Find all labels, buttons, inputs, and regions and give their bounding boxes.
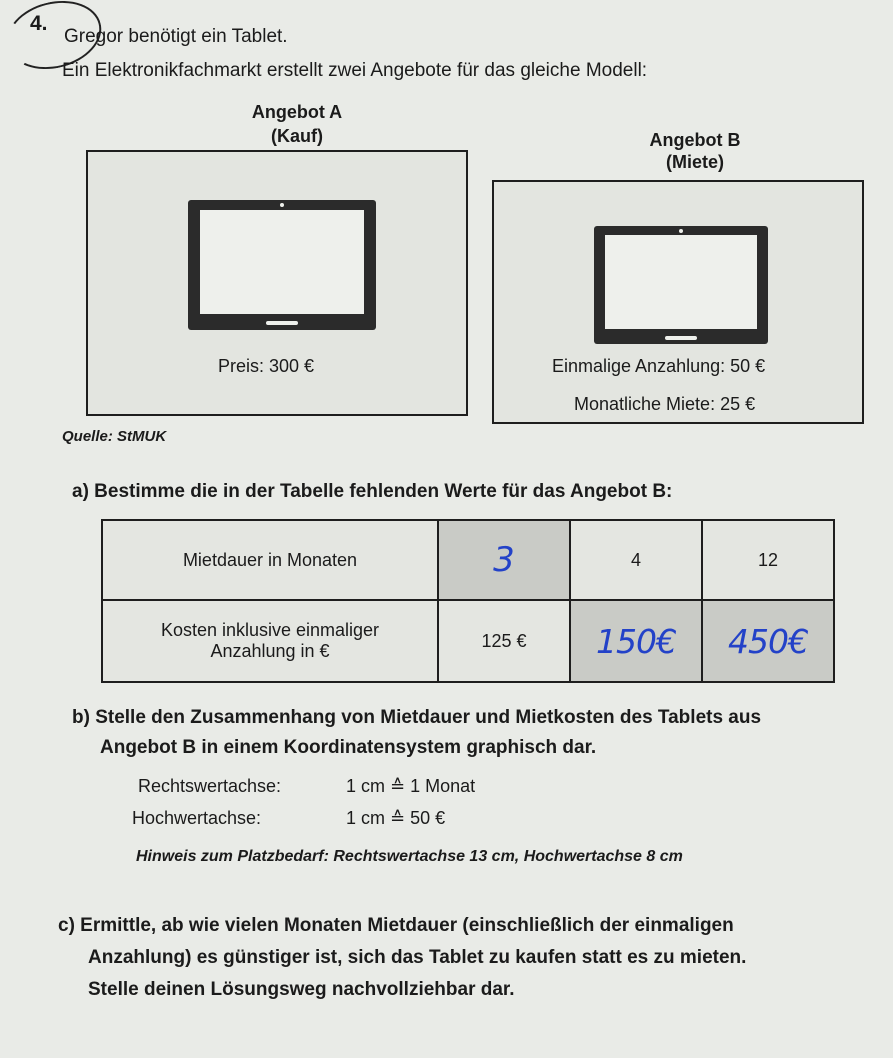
task-intro-line2: Ein Elektronikfachmarkt erstellt zwei Angebote für das gleiche Modell:	[62, 60, 648, 81]
month-cell: 3	[438, 520, 570, 600]
question-c-line3: Stelle deinen Lösungsweg nachvollziehbar dar.	[88, 979, 515, 1000]
question-b-line1: b) Stelle den Zusammenhang von Mietdauer und Mietkosten des Tablets aus	[72, 707, 762, 728]
month-cell: 4	[570, 520, 702, 600]
tablet-icon	[594, 226, 768, 344]
question-c-line2: Anzahlung) es günstiger ist, sich das Tablet zu kaufen statt es zu mieten.	[88, 947, 747, 968]
offer-b-box	[492, 180, 864, 424]
space-hint: Hinweis zum Platzbedarf: Rechtswertachse 13 cm, Hochwertachse 8 cm	[136, 848, 683, 865]
cost-cell: 150€	[570, 600, 702, 682]
month-cell: 12	[702, 520, 834, 600]
question-b-line2: Angebot B in einem Koordinatensystem graphisch dar.	[100, 737, 597, 758]
task-intro-line1: Gregor benötigt ein Tablet.	[64, 26, 288, 47]
tablet-icon	[188, 200, 376, 330]
table-row	[102, 520, 834, 600]
offer-a-box	[86, 150, 468, 416]
cost-cell: 125 €	[438, 600, 570, 682]
offer-a-subtitle: (Kauf)	[271, 126, 323, 146]
cost-cell: 450€	[702, 600, 834, 682]
y-axis-scale: 1 cm ≙ 50 €	[346, 808, 446, 828]
row-header-months: Mietdauer in Monaten	[102, 520, 438, 600]
offer-b-monthly-rent: Monatliche Miete: 25 €	[574, 394, 756, 414]
question-c-line1: c) Ermittle, ab wie vielen Monaten Mietdauer (einschließlich der einmaligen	[58, 915, 734, 936]
task-number: 4.	[30, 12, 48, 35]
offer-a-price: Preis: 300 €	[218, 356, 315, 376]
offer-b-title: Angebot B	[649, 130, 741, 150]
row-header-costs: Kosten inklusive einmaliger Anzahlung in €	[102, 600, 438, 682]
offer-b-downpayment: Einmalige Anzahlung: 50 €	[552, 356, 766, 376]
question-a: a) Bestimme die in der Tabelle fehlenden Werte für das Angebot B:	[72, 481, 673, 502]
x-axis-scale: 1 cm ≙ 1 Monat	[346, 776, 476, 796]
x-axis-label: Rechtswertachse:	[138, 776, 282, 796]
source-note: Quelle: StMUK	[62, 428, 167, 445]
y-axis-label: Hochwertachse:	[132, 808, 262, 828]
offer-a-title: Angebot A	[251, 102, 343, 122]
table-row	[102, 600, 834, 682]
values-table	[101, 519, 835, 683]
offer-b-subtitle: (Miete)	[666, 152, 724, 172]
